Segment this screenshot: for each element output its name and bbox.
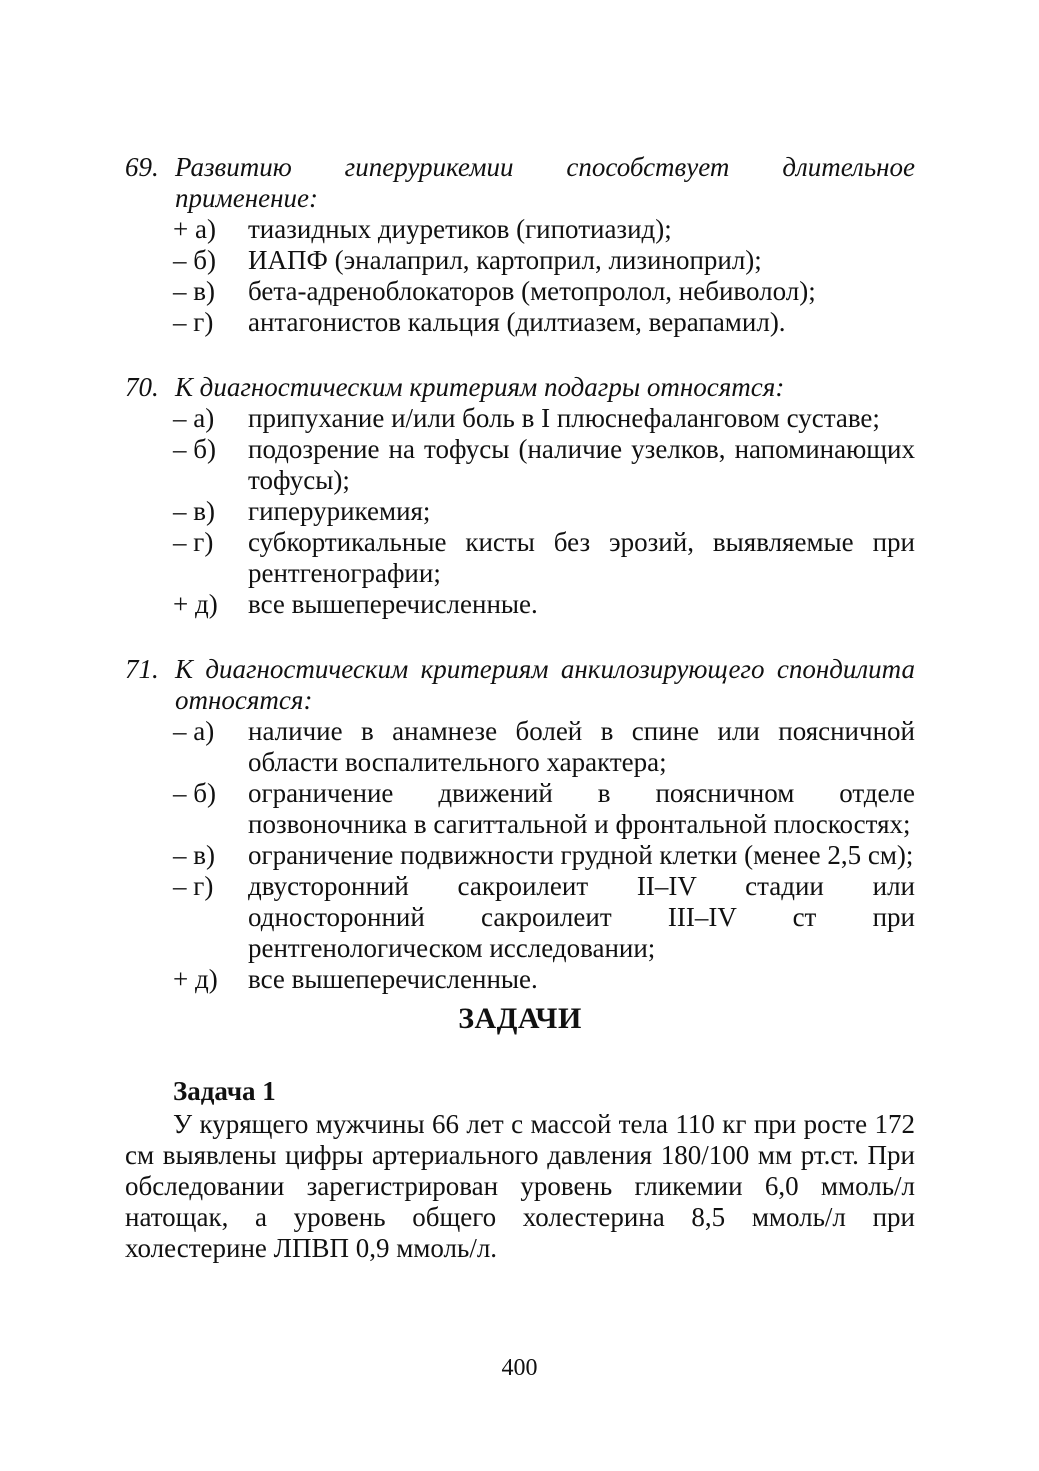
answer-option: [173, 778, 915, 840]
page-content: [125, 152, 915, 1264]
question-71: [125, 654, 915, 995]
answer-option: [173, 276, 915, 307]
option-mark: – б): [173, 434, 216, 464]
answer-option: [173, 496, 915, 527]
question-header: [125, 654, 915, 716]
option-mark: – в): [173, 496, 215, 526]
question-text: К диагностическим критериям подагры относятся:: [175, 372, 785, 402]
section-heading: ЗАДАЧИ: [458, 1002, 582, 1035]
page-number: 400: [501, 1355, 538, 1381]
option-text: субкортикальные кисты без эрозий, выявляемые при рентгенографии;: [248, 527, 915, 588]
option-mark: + а): [173, 214, 216, 244]
option-mark: – а): [173, 403, 215, 433]
question-number: 70.: [125, 372, 159, 402]
option-mark: – б): [173, 778, 216, 808]
question-header: [125, 152, 915, 214]
question-text: К диагностическим критериям анкилозирующего спондилита относятся:: [175, 654, 915, 715]
question-number: 71.: [125, 654, 159, 684]
option-mark: – в): [173, 840, 215, 870]
question-number: 69.: [125, 152, 159, 182]
answer-option: [173, 716, 915, 778]
answer-option: [173, 245, 915, 276]
option-text: все вышеперечисленные.: [248, 589, 538, 619]
option-text: антагонистов кальция (дилтиазем, верапамил).: [248, 307, 786, 337]
option-mark: – а): [173, 716, 215, 746]
answer-option: [173, 589, 915, 620]
option-text: ИАПФ (эналаприл, картоприл, лизиноприл);: [248, 245, 762, 275]
answer-option: [173, 527, 915, 589]
question-text: Развитию гиперурикемии способствует длительное применение:: [175, 152, 915, 213]
option-text: припухание и/или боль в I плюснефаланговом суставе;: [248, 403, 880, 433]
option-mark: – г): [173, 871, 214, 901]
task-body: У курящего мужчины 66 лет с массой тела 110 кг при росте 172 см выявлены цифры артериального давления 180/100 мм рт.ст. При обследовании зарегистрирован уровень гликемии 6,0 ммоль/л натощак, а уровень общего холестерина 8,5 ммоль/л при холестерине ЛПВП 0,9 ммоль/л.: [125, 1109, 915, 1263]
option-mark: – г): [173, 527, 214, 557]
answer-option: [173, 307, 915, 338]
question-69: [125, 152, 915, 338]
task-title: Задача 1: [173, 1076, 276, 1106]
option-mark: – г): [173, 307, 214, 337]
option-text: ограничение подвижности грудной клетки (менее 2,5 см);: [248, 840, 914, 870]
question-70: [125, 372, 915, 620]
option-mark: + д): [173, 964, 218, 994]
answer-option: [173, 871, 915, 964]
option-text: тиазидных диуретиков (гипотиазид);: [248, 214, 672, 244]
option-mark: + д): [173, 589, 218, 619]
option-text: двусторонний сакроилеит II–IV стадии или односторонний сакроилеит III–IV ст при рентгенологическом исследовании;: [248, 871, 915, 963]
option-text: ограничение движений в поясничном отделе позвоночника в сагиттальной и фронтальной плоскостях;: [248, 778, 915, 839]
question-header: [125, 372, 915, 403]
answer-option: [173, 434, 915, 496]
answer-option: [173, 403, 915, 434]
option-text: наличие в анамнезе болей в спине или поясничной области воспалительного характера;: [248, 716, 915, 777]
answer-option: [173, 840, 915, 871]
option-mark: – б): [173, 245, 216, 275]
option-text: все вышеперечисленные.: [248, 964, 538, 994]
answer-option: [173, 964, 915, 995]
answer-option: [173, 214, 915, 245]
option-text: гиперурикемия;: [248, 496, 431, 526]
option-mark: – в): [173, 276, 215, 306]
option-text: подозрение на тофусы (наличие узелков, напоминающих тофусы);: [248, 434, 915, 495]
option-text: бета-адреноблокаторов (метопролол, небиволол);: [248, 276, 816, 306]
